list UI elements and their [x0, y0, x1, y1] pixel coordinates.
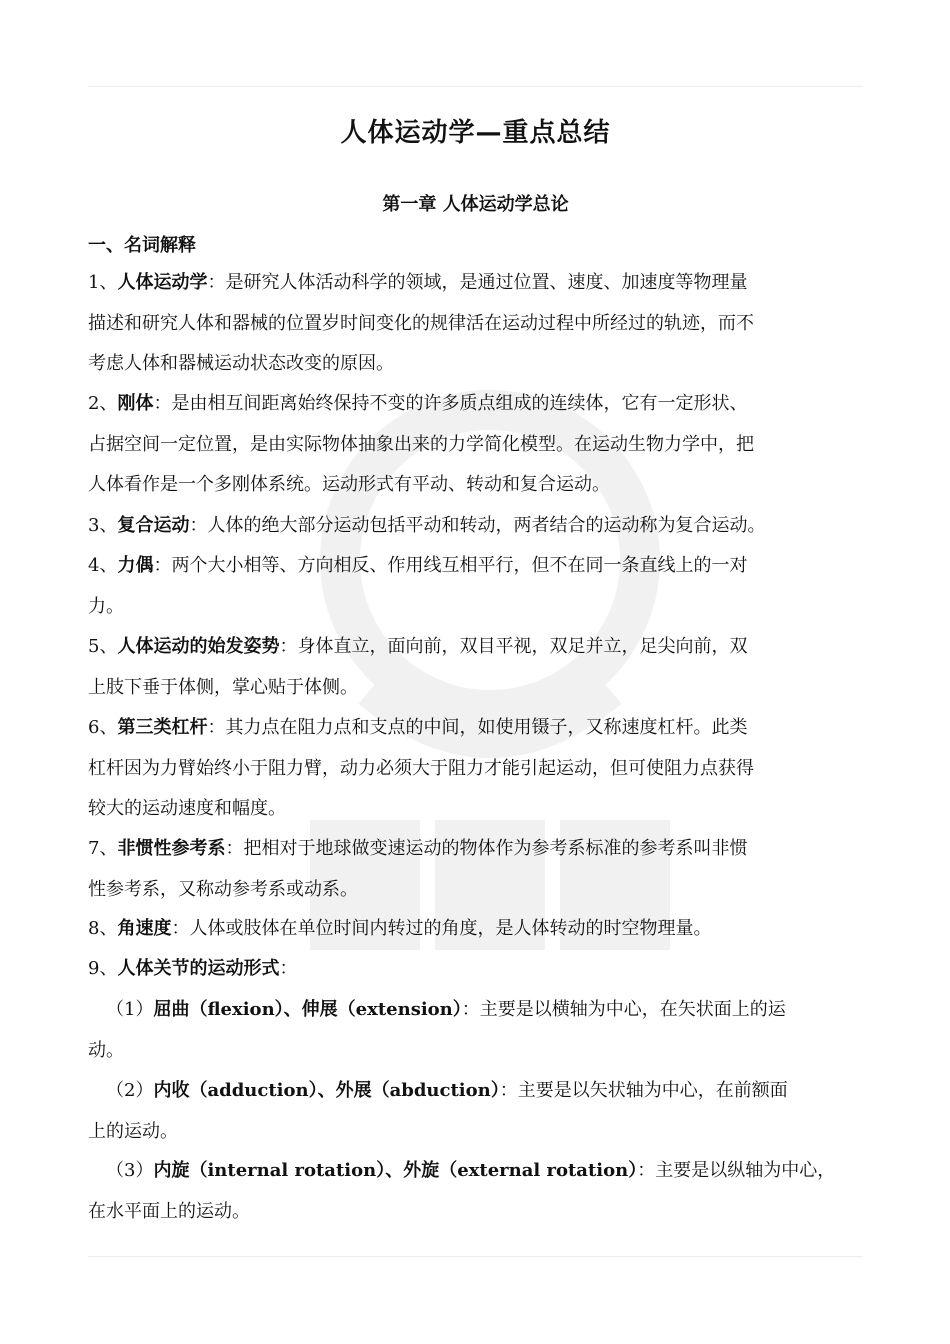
- entry-term: 人体运动学: [117, 272, 208, 293]
- entry-text: 人体或肢体在单位时间内转过的角度，是人体转动的时空物理量。: [189, 918, 712, 939]
- entry-text: 占据空间一定位置，是由实际物体抽象出来的力学简化模型。在运动生物力学中，把: [88, 433, 754, 455]
- entry-separator: ：: [279, 958, 298, 979]
- entry-separator: ：: [153, 555, 172, 576]
- entry-text: 描述和研究人体和器械的位置岁时间变化的规律活在运动过程中所经过的轨迹，而不: [88, 312, 754, 334]
- entry-number: 4、: [88, 555, 118, 576]
- page-title: 人体运动学—重点总结: [340, 118, 611, 148]
- entry-text: 人体的绝大部分运动包括平动和转动，两者结合的运动称为复合运动。: [207, 515, 766, 536]
- term-entry: [88, 263, 868, 385]
- sub-entry-separator: ：: [637, 1160, 656, 1181]
- sub-entry-text: 主要是以矢状轴为中心，在前额面: [517, 1080, 788, 1101]
- sub-entry: [88, 1071, 868, 1152]
- sub-entry-number: （1）: [106, 999, 154, 1020]
- entry-number: 5、: [88, 636, 118, 657]
- entry-separator: ：: [189, 515, 208, 536]
- sub-entry: [88, 1151, 868, 1232]
- entry-term: 第三类杠杆: [117, 717, 208, 738]
- term-entry: [88, 708, 868, 830]
- sub-entry-text: 上的运动。: [88, 1120, 178, 1142]
- footer-rule: [88, 1256, 863, 1257]
- entry-term: 人体运动的始发姿势: [117, 636, 280, 657]
- sub-entry-number: （3）: [106, 1160, 154, 1181]
- term-entry: [88, 829, 868, 910]
- entry-separator: ：: [171, 918, 190, 939]
- entry-separator: ：: [207, 717, 226, 738]
- sub-entry-term: 屈曲（flexion）、伸展（extension）: [153, 999, 462, 1020]
- entry-text: 是由相互间距离始终保持不变的许多质点组成的连续体，它有一定形状、: [171, 393, 748, 414]
- entry-number: 8、: [88, 918, 118, 939]
- entry-text: 性参考系，又称动参考系或动系。: [88, 878, 358, 900]
- sub-entry-number: （2）: [106, 1080, 154, 1101]
- term-entry: [88, 384, 868, 506]
- term-entry: [88, 627, 868, 708]
- entry-term: 力偶: [117, 555, 154, 576]
- term-entry: [88, 506, 868, 547]
- entry-term: 非惯性参考系: [117, 838, 226, 859]
- section-heading: 一、名词解释: [88, 235, 196, 256]
- entry-text: 两个大小相等、方向相反、作用线互相平行，但不在同一条直线上的一对: [171, 555, 748, 576]
- entry-term: 角速度: [117, 918, 172, 939]
- entry-text: 考虑人体和器械运动状态改变的原因。: [88, 353, 394, 374]
- term-entry: [88, 949, 868, 990]
- sub-entry-text: 在水平面上的运动。: [88, 1200, 250, 1222]
- chapter-heading: 第一章 人体运动学总论: [382, 194, 569, 215]
- entry-text: 是研究人体活动科学的领域，是通过位置、速度、加速度等物理量: [225, 272, 748, 293]
- entry-text: 身体直立，面向前，双目平视，双足并立，足尖向前，双: [297, 636, 748, 657]
- entry-separator: ：: [153, 393, 172, 414]
- entry-term: 复合运动: [117, 515, 190, 536]
- sub-entry-separator: ：: [461, 999, 480, 1020]
- entry-text: 人体看作是一个多刚体系统。运动形式有平动、转动和复合运动。: [88, 474, 610, 495]
- entry-separator: ：: [207, 272, 226, 293]
- entry-text: 力。: [88, 595, 124, 617]
- sub-entry-separator: ：: [499, 1080, 518, 1101]
- entry-term: 人体关节的运动形式: [117, 958, 280, 979]
- entry-separator: ：: [225, 838, 244, 859]
- entry-text: 上肢下垂于体侧，掌心贴于体侧。: [88, 676, 358, 698]
- entry-text: 其力点在阻力点和支点的中间，如使用镊子，又称速度杠杆。此类: [225, 717, 748, 738]
- sub-entry-term: 内收（adduction）、外展（abduction）: [153, 1080, 500, 1101]
- term-entry: [88, 546, 868, 627]
- entry-number: 6、: [88, 717, 118, 738]
- entry-text: 把相对于地球做变速运动的物体作为参考系标准的参考系叫非惯: [243, 838, 748, 859]
- sub-entry-text: 主要是以横轴为中心，在矢状面上的运: [479, 999, 786, 1020]
- entry-number: 3、: [88, 515, 118, 536]
- entry-text: 杠杆因为力臂始终小于阻力臂，动力必须大于阻力才能引起运动，但可使阻力点获得: [88, 757, 754, 779]
- sub-entry-text: 动。: [88, 1039, 124, 1061]
- entry-text: 较大的运动速度和幅度。: [88, 798, 286, 819]
- term-entry: [88, 909, 868, 950]
- entry-separator: ：: [279, 636, 298, 657]
- entry-number: 2、: [88, 393, 118, 414]
- sub-entry: [88, 990, 868, 1071]
- entry-number: 7、: [88, 838, 118, 859]
- sub-entry-term: 内旋（internal rotation）、外旋（external rotation）: [153, 1160, 638, 1181]
- entry-number: 1、: [88, 272, 118, 293]
- entry-number: 9、: [88, 958, 118, 979]
- entry-term: 刚体: [117, 393, 154, 414]
- header-rule: [88, 86, 863, 87]
- sub-entry-text: 主要是以纵轴为中心，: [655, 1160, 836, 1181]
